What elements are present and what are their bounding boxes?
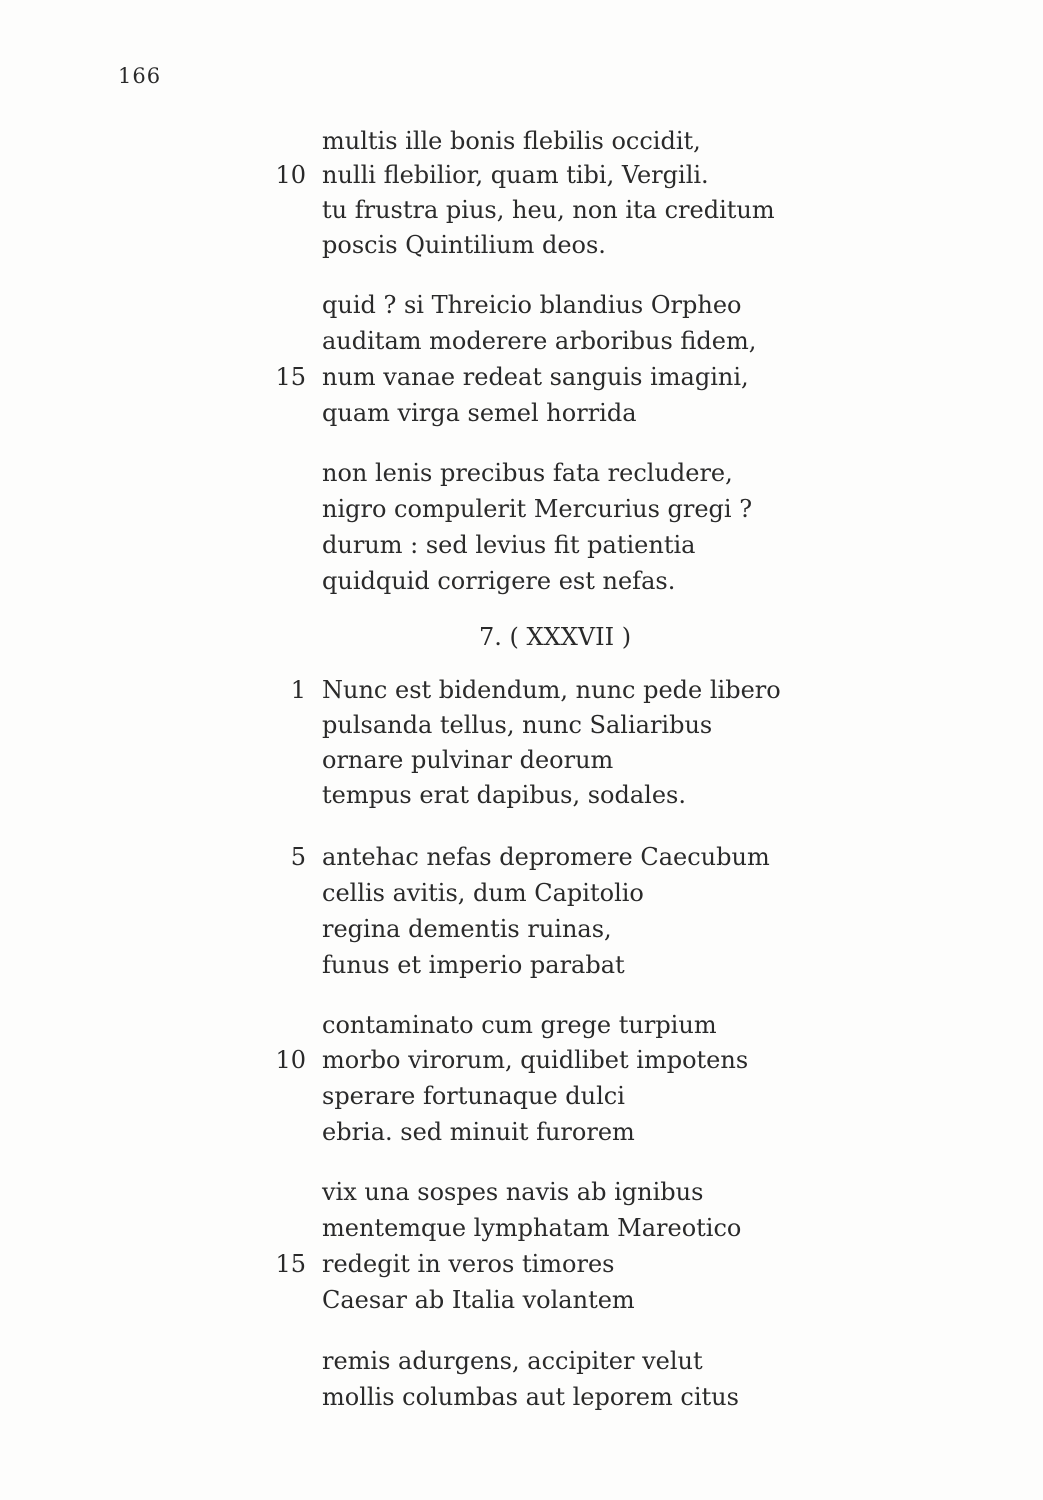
verse-line — [0, 1043, 1043, 1077]
verse-line — [0, 564, 1043, 598]
verse-line — [0, 743, 1043, 777]
verse-text: contaminato cum grege turpium — [322, 1011, 717, 1039]
verse-text: num vanae redeat sanguis imagini, — [322, 363, 749, 391]
verse-line — [0, 708, 1043, 742]
verse-line — [0, 288, 1043, 322]
verse-text: auditam moderere arboribus fidem, — [322, 327, 757, 355]
line-number: 10 — [275, 1046, 306, 1074]
verse-line — [0, 324, 1043, 358]
verse-line — [0, 396, 1043, 430]
verse-line — [0, 1247, 1043, 1281]
line-number: 15 — [275, 363, 306, 391]
verse-text: Nunc est bidendum, nunc pede libero — [322, 676, 781, 704]
verse-text: quid ? si Threicio blandius Orpheo — [322, 291, 742, 319]
verse-line — [0, 948, 1043, 982]
verse-line — [0, 1175, 1043, 1209]
line-number: 15 — [275, 1250, 306, 1278]
verse-line — [0, 1079, 1043, 1113]
verse-text: quidquid corrigere est nefas. — [322, 567, 676, 595]
verse-text: Caesar ab Italia volantem — [322, 1286, 635, 1314]
line-number: 1 — [290, 676, 306, 704]
verse-line — [0, 228, 1043, 262]
verse-text: ornare pulvinar deorum — [322, 746, 614, 774]
verse-text: vix una sospes navis ab ignibus — [322, 1178, 704, 1206]
verse-text: tu frustra pius, heu, non ita creditum — [322, 196, 775, 224]
verse-line — [0, 193, 1043, 227]
verse-line — [0, 1380, 1043, 1414]
verse-text: morbo virorum, quidlibet impotens — [322, 1046, 749, 1074]
verse-text: quam virga semel horrida — [322, 399, 637, 427]
verse-line — [0, 1211, 1043, 1245]
verse-line — [0, 1115, 1043, 1149]
verse-text: nigro compulerit Mercurius gregi ? — [322, 495, 753, 523]
verse-line — [0, 1008, 1043, 1042]
verse-text: tempus erat dapibus, sodales. — [322, 781, 686, 809]
verse-text: poscis Quintilium deos. — [322, 231, 606, 259]
verse-text: redegit in veros timores — [322, 1250, 615, 1278]
verse-text: remis adurgens, accipiter velut — [322, 1347, 703, 1375]
verse-line — [0, 876, 1043, 910]
verse-text: antehac nefas depromere Caecubum — [322, 843, 770, 871]
verse-text: ebria. sed minuit furorem — [322, 1118, 635, 1146]
verse-line — [0, 360, 1043, 394]
verse-text: durum : sed levius fit patientia — [322, 531, 696, 559]
verse-line — [0, 124, 1043, 158]
verse-text: cellis avitis, dum Capitolio — [322, 879, 644, 907]
verse-line — [0, 1344, 1043, 1378]
verse-line — [0, 492, 1043, 526]
verse-text: funus et imperio parabat — [322, 951, 625, 979]
verse-text: mentemque lymphatam Mareotico — [322, 1214, 742, 1242]
page-number: 166 — [118, 64, 162, 88]
verse-line — [0, 840, 1043, 874]
verse-text: pulsanda tellus, nunc Saliaribus — [322, 711, 713, 739]
verse-text: sperare fortunaque dulci — [322, 1082, 625, 1110]
poem-heading-text: 7. ( XXXVII ) — [479, 623, 632, 651]
verse-line — [0, 912, 1043, 946]
verse-line — [0, 778, 1043, 812]
line-number: 10 — [275, 161, 306, 189]
verse-text: mollis columbas aut leporem citus — [322, 1383, 739, 1411]
line-number: 5 — [290, 843, 306, 871]
verse-line — [0, 1283, 1043, 1317]
verse-line — [0, 528, 1043, 562]
verse-line — [0, 456, 1043, 490]
verse-text: nulli flebilior, quam tibi, Vergili. — [322, 161, 709, 189]
verse-line — [0, 673, 1043, 707]
verse-line — [0, 158, 1043, 192]
verse-text: non lenis precibus fata recludere, — [322, 459, 733, 487]
verse-text: regina dementis ruinas, — [322, 915, 612, 943]
verse-text: multis ille bonis flebilis occidit, — [322, 127, 701, 155]
